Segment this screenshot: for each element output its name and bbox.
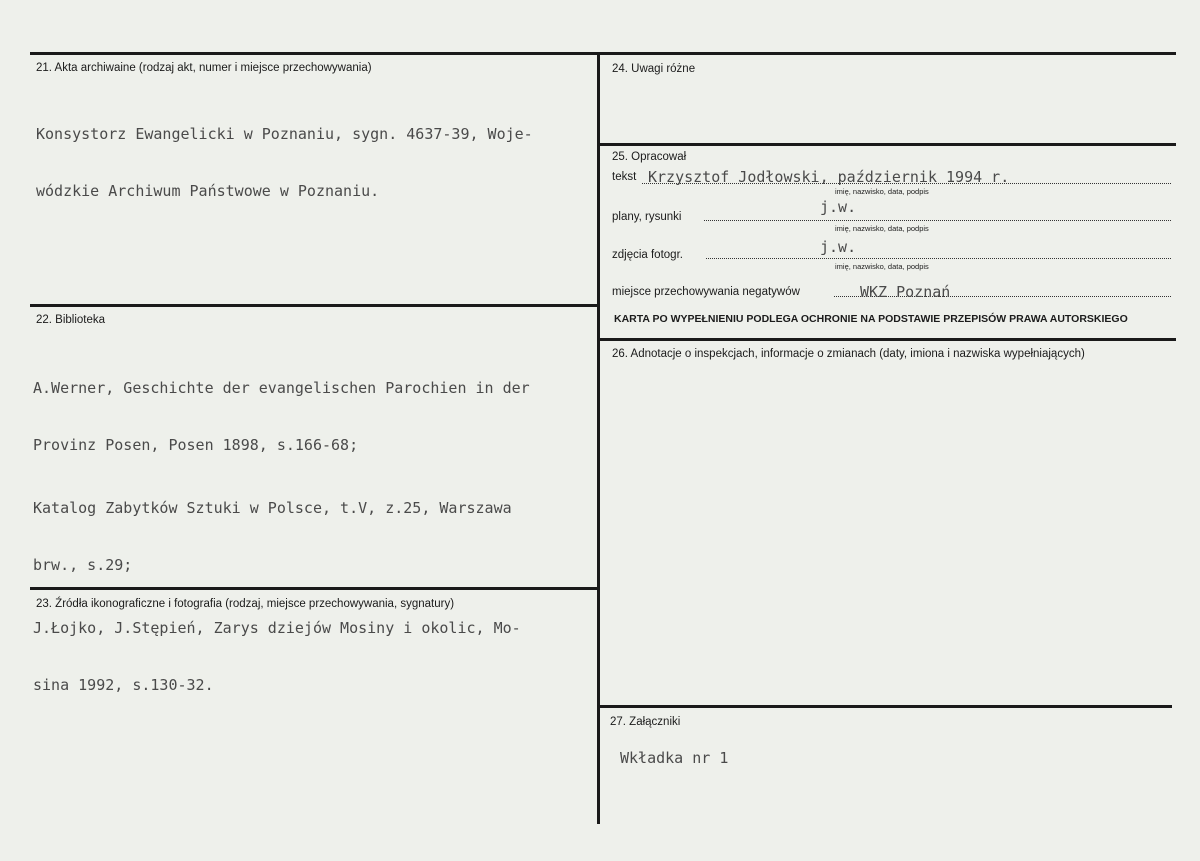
bibliography-line: Provinz Posen, Posen 1898, s.166-68; [33,436,359,454]
section-21-label: 21. Akta archiwaine (rodzaj akt, numer i miejsce przechowywania) [36,62,372,74]
tekst-caption: imię, nazwisko, data, podpis [835,187,929,196]
bibliography-line: J.Łojko, J.Stępień, Zarys dziejów Mosiny i okolic, Mo- [33,619,521,637]
section-25-label: 25. Opracował [612,151,687,163]
plany-label: plany, rysunki [612,211,682,223]
bibliography-line: Katalog Zabytków Sztuki w Polsce, t.V, z.25, Warszawa [33,499,512,517]
plany-caption: imię, nazwisko, data, podpis [835,224,929,233]
section-27-value: Wkładka nr 1 [620,749,729,767]
tekst-label: tekst [612,171,637,183]
bibliography-line: A.Werner, Geschichte der evangelischen Parochien in der [33,379,530,397]
section-21-text [36,87,533,239]
tekst-value: Krzysztof Jodłowski, październik 1994 r. [648,168,1010,186]
bibliography-line: brw., s.29; [33,556,133,574]
top-border-line [30,52,1176,55]
section-26-label: 26. Adnotacje o inspekcjach, informacje o zmianach (daty, imiona i nazwiska wypełniających) [612,348,1085,360]
zdjecia-dotted-line [706,258,1171,259]
section-24-label: 24. Uwagi różne [612,63,696,75]
section-22-label: 22. Biblioteka [36,314,106,326]
negatywy-label: miejsce przechowywania negatywów [612,286,800,298]
section-21-line: wódzkie Archiwum Państwowe w Poznaniu. [36,182,380,200]
copyright-notice: KARTA PO WYPEŁNIENIU PODLEGA OCHRONIE NA PODSTAWIE PRZEPISÓW PRAWA AUTORSKIEGO [614,313,1128,325]
divider-24-25 [598,143,1176,146]
zdjecia-label: zdjęcia fotogr. [612,249,683,261]
section-21-line: Konsystorz Ewangelicki w Poznaniu, sygn. 4637-39, Woje- [36,125,533,143]
section-23-label: 23. Źródła ikonograficzne i fotografia (rodzaj, miejsce przechowywania, sygnatury) [36,598,455,610]
bibliography-line: sina 1992, s.130-32. [33,676,214,694]
divider-26-27 [598,705,1172,708]
divider-25-26 [598,338,1176,341]
section-22-text [33,341,530,733]
center-divider-line [597,52,600,824]
divider-21-22 [30,304,598,307]
zdjecia-value: j.w. [820,238,857,256]
negatywy-value: WKZ Poznań [860,283,951,301]
plany-dotted-line [704,220,1171,221]
zdjecia-caption: imię, nazwisko, data, podpis [835,262,929,271]
section-27-label: 27. Załączniki [610,716,681,728]
plany-value: j.w. [820,198,857,216]
